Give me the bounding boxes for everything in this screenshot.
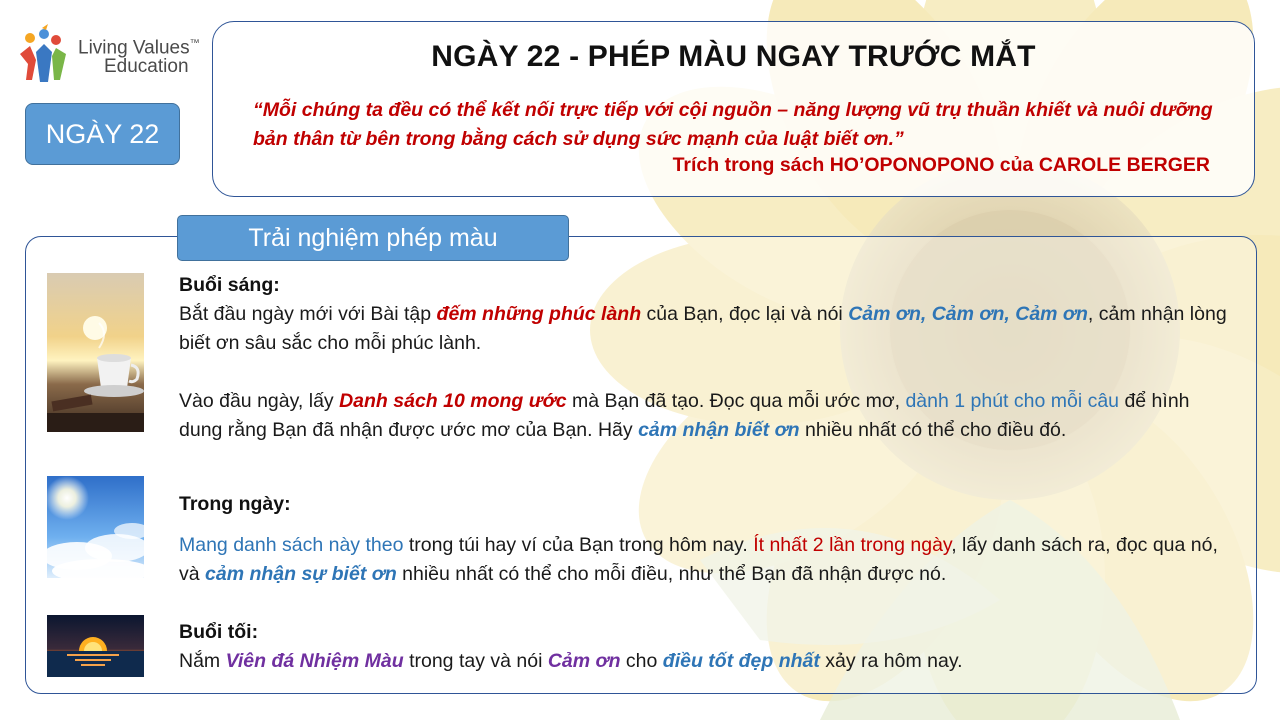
spacer (179, 358, 1231, 387)
highlight-count-blessings: đếm những phúc lành (436, 303, 642, 325)
highlight-twice-a-day: Ít nhất 2 lần trong ngày (753, 534, 952, 556)
text-run: mà Bạn đã tạo. Đọc qua mỗi ước mơ, (566, 390, 906, 412)
highlight-magic-stone: Viên đá Nhiệm Màu (225, 650, 404, 672)
text-run: của Bạn, đọc lại và nói (641, 303, 849, 325)
evening-paragraph-1 (179, 647, 1231, 676)
morning-paragraph-1 (179, 300, 1231, 358)
logo-line2: Education (104, 56, 189, 78)
highlight-feel-thankfulness: cảm nhận sự biết ơn (205, 563, 397, 585)
sunset-sea-image (47, 615, 144, 677)
daytime-paragraph-1 (179, 531, 1231, 589)
quote-text: “Mỗi chúng ta đều có thể kết nối trực tiếp với cội nguồn – năng lượng vũ trụ thuần khiết và nuôi dưỡng bản thân từ bên trong bằng cách sử dụng sức mạnh của luật biết ơn.” (253, 99, 1213, 150)
morning-paragraph-2 (179, 387, 1231, 445)
logo-figures-icon (12, 24, 72, 86)
sun-sky-image (47, 476, 144, 578)
text-run: Nắm (179, 650, 226, 672)
morning-section (179, 271, 1231, 445)
logo-line1: Living Values (78, 37, 190, 59)
text-run: Vào đầu ngày, lấy (179, 390, 340, 412)
day-badge: NGÀY 22 (25, 103, 180, 165)
highlight-thank-you: Cảm ơn, Cảm ơn, Cảm ơn (848, 303, 1088, 325)
text-run: để hình dung rằng Bạn đã nhận được ước mơ của Bạn. Hãy (179, 390, 1190, 441)
daytime-heading: Trong ngày: (179, 493, 291, 515)
text-run: , lấy danh sách ra, đọc qua nó, và (179, 534, 1218, 585)
section-tab: Trải nghiệm phép màu (177, 215, 569, 261)
highlight-best-thing: điều tốt đẹp nhất (662, 650, 820, 672)
text-run: trong tay và nói (403, 650, 548, 672)
text-run: cho (620, 650, 663, 672)
morning-heading: Buổi sáng: (179, 274, 280, 296)
highlight-thank-you-evening: Cảm ơn (547, 650, 621, 672)
highlight-wish-list: Danh sách 10 mong ước (339, 390, 567, 412)
daytime-section (179, 490, 1231, 589)
spacer (179, 519, 1231, 531)
highlight-one-minute: dành 1 phút cho mỗi câu (905, 390, 1120, 412)
text-run: , cảm nhận lòng biết ơn sâu sắc cho mỗi phúc lành. (179, 303, 1227, 354)
evening-section (179, 618, 1231, 676)
text-run: nhiều nhất có thể cho điều đó. (799, 419, 1067, 441)
highlight-feel-gratitude: cảm nhận biết ơn (638, 419, 800, 441)
page-title: NGÀY 22 - PHÉP MÀU NGAY TRƯỚC MẮT (431, 40, 1036, 73)
coffee-sunrise-image (47, 273, 144, 432)
highlight-carry-list: Mang danh sách này theo (179, 534, 404, 556)
text-run: Bắt đầu ngày mới với Bài tập (179, 303, 437, 325)
text-run: trong túi hay ví của Bạn trong hôm nay. (403, 534, 754, 556)
text-run: nhiều nhất có thể cho mỗi điều, như thể Bạn đã nhận được nó. (396, 563, 947, 585)
trademark-symbol: ™ (189, 38, 200, 49)
quote-source: Trích trong sách HO’OPONOPONO của CAROLE BERGER (672, 154, 1210, 176)
text-run: xảy ra hôm nay. (819, 650, 963, 672)
evening-heading: Buổi tối: (179, 621, 259, 643)
logo (12, 24, 212, 86)
header-box (212, 21, 1255, 197)
